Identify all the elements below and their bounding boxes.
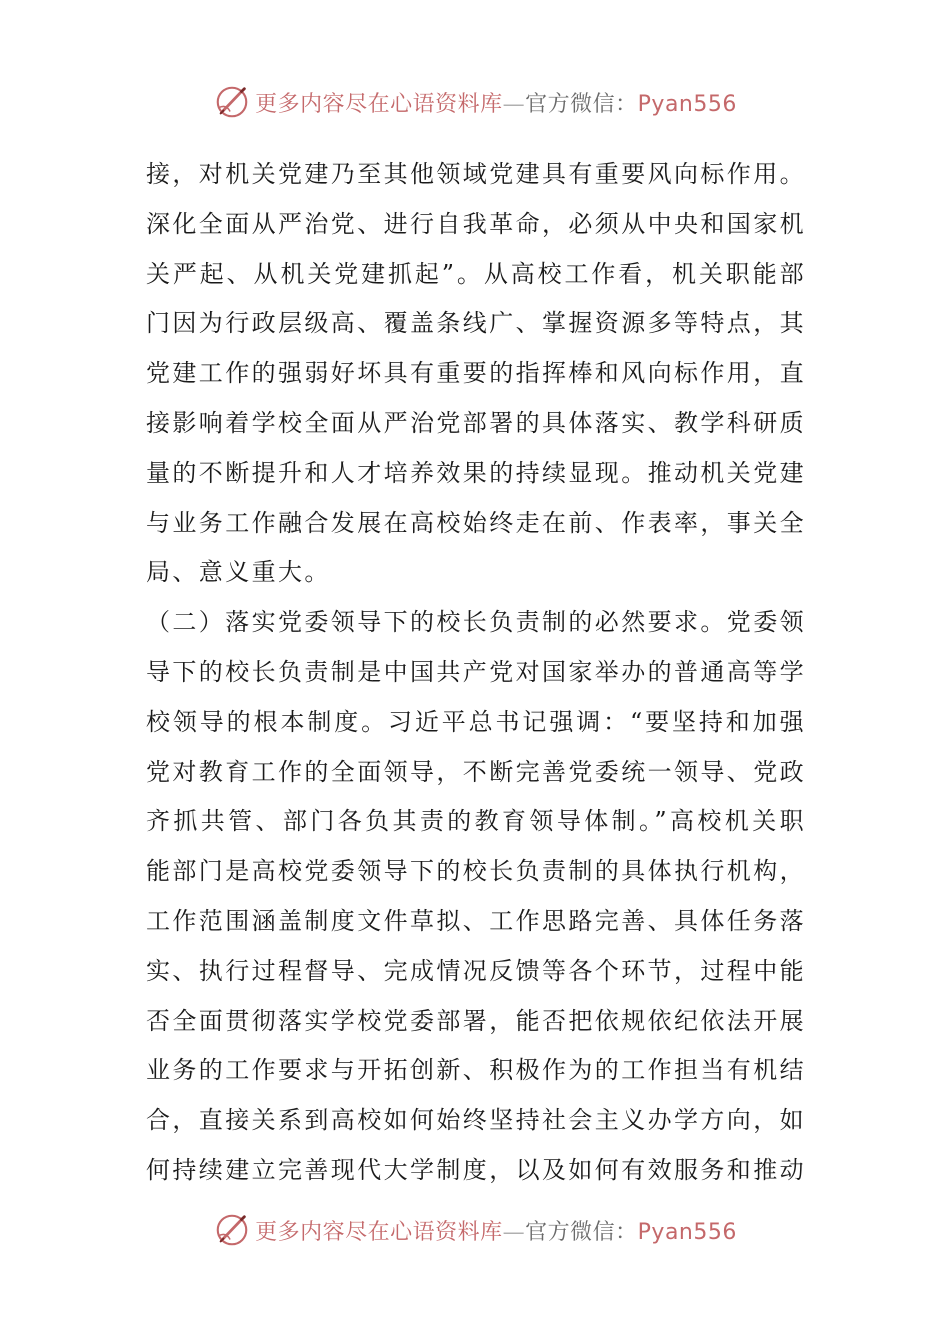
text-line: 何持续建立完善现代大学制度，以及如何有效服务和推动 xyxy=(146,1155,806,1184)
text-line: 关严起、从机关党建抓起”。从高校工作看，机关职能部 xyxy=(146,259,806,288)
text-line: 门因为行政层级高、覆盖条线广、掌握资源多等特点，其 xyxy=(146,309,806,338)
pen-logo-icon xyxy=(213,83,251,121)
watermark-text xyxy=(255,1215,737,1246)
text-line: 深化全面从严治党、进行自我革命，必须从中央和国家机 xyxy=(146,209,806,238)
text-line: 校领导的根本制度。习近平总书记强调：“要坚持和加强 xyxy=(146,707,806,736)
header-watermark-banner xyxy=(0,80,950,124)
text-line: 否全面贯彻落实学校党委部署，能否把依规依纪依法开展 xyxy=(146,1006,806,1035)
text-line: 党建工作的强弱好坏具有重要的指挥棒和风向标作用，直 xyxy=(146,359,806,388)
watermark-main-text: 更多内容尽在心语资料库 xyxy=(255,91,503,117)
pen-logo-icon xyxy=(213,1211,251,1249)
text-line: 接影响着学校全面从严治党部署的具体落实、教学科研质 xyxy=(146,408,806,437)
watermark-separator: — xyxy=(502,91,526,117)
text-line: 量的不断提升和人才培养效果的持续显现。推动机关党建 xyxy=(146,458,806,487)
watermark-separator: — xyxy=(502,1219,526,1245)
watermark-label: 官方微信： xyxy=(525,91,638,117)
text-line: 导下的校长负责制是中国共产党对国家举办的普通高等学 xyxy=(146,657,806,686)
text-line: 能部门是高校党委领导下的校长负责制的具体执行机构， xyxy=(146,857,806,886)
paragraph xyxy=(146,150,806,598)
watermark-label: 官方微信： xyxy=(525,1219,638,1245)
text-line: 局、意义重大。 xyxy=(146,558,331,587)
watermark-text xyxy=(255,87,737,118)
text-line: 接，对机关党建乃至其他领域党建具有重要风向标作用。 xyxy=(146,160,806,188)
watermark-account: Pyan556 xyxy=(637,1219,737,1245)
text-line: 与业务工作融合发展在高校始终走在前、作表率，事关全 xyxy=(146,508,806,537)
text-line: 合，直接关系到高校如何始终坚持社会主义办学方向，如 xyxy=(146,1106,806,1135)
footer-watermark-banner xyxy=(0,1208,950,1252)
section-heading-line: （二）落实党委领导下的校长负责制的必然要求。党委领 xyxy=(146,608,806,637)
text-line: 业务的工作要求与开拓创新、积极作为的工作担当有机结 xyxy=(146,1056,806,1085)
document-body xyxy=(146,150,806,1196)
text-line: 实、执行过程督导、完成情况反馈等各个环节，过程中能 xyxy=(146,956,806,985)
text-line: 齐抓共管、部门各负其责的教育领导体制。”高校机关职 xyxy=(146,807,806,836)
watermark-main-text: 更多内容尽在心语资料库 xyxy=(255,1219,503,1245)
paragraph xyxy=(146,598,806,1196)
watermark-account: Pyan556 xyxy=(637,91,737,117)
text-line: 党对教育工作的全面领导，不断完善党委统一领导、党政 xyxy=(146,757,806,786)
text-line: 工作范围涵盖制度文件草拟、工作思路完善、具体任务落 xyxy=(146,906,806,935)
